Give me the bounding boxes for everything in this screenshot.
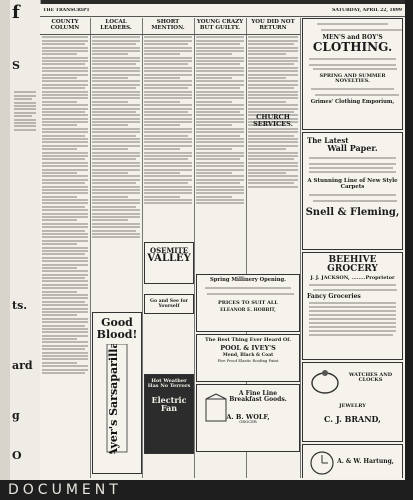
fragment-text: f bbox=[12, 2, 20, 23]
ad-heading: Grimes' Clothing Emporium, bbox=[310, 99, 395, 106]
column-heading: YOUNG CRAZY BUT GUILTY. bbox=[196, 19, 244, 31]
clothing-ad bbox=[302, 18, 403, 130]
ad-heading: Fire Proof Elastic Roofing Paint bbox=[217, 357, 279, 363]
ad-column bbox=[300, 18, 405, 478]
ad-heading: POOL & IVEY'S bbox=[220, 344, 276, 353]
body-text bbox=[40, 36, 90, 374]
ad-heading: PRICES TO SUIT ALL bbox=[218, 300, 278, 307]
body-text bbox=[142, 36, 194, 204]
body-text bbox=[194, 36, 246, 204]
ad-heading: VALLEY bbox=[147, 253, 191, 265]
ad-heading: C. J. BRAND, bbox=[324, 413, 381, 424]
body-text bbox=[246, 36, 300, 187]
ad-heading: J. J. JACKSON, ........Proprietor bbox=[310, 274, 395, 281]
ad-heading: Mend, Black & Coat bbox=[222, 353, 274, 359]
column-heading: YOU DID NOT RETURN bbox=[251, 19, 295, 31]
ad-heading: CHURCH SERVICES. bbox=[253, 114, 293, 128]
ad-heading: Go and See for Yourself bbox=[150, 299, 188, 309]
ad-heading: A Fine Line bbox=[238, 390, 278, 397]
sarsaparilla-label: Ayer's Sarsaparilla bbox=[107, 344, 120, 455]
church-services-heading bbox=[248, 114, 298, 142]
ad-heading: OSEMITE bbox=[149, 246, 189, 255]
page-header bbox=[40, 4, 405, 17]
electric-fan-ad bbox=[144, 374, 194, 454]
fragment-text: g bbox=[12, 409, 20, 422]
ad-heading: Hot Weather Has No Terrors bbox=[147, 378, 191, 390]
document-label: DOCUMENT bbox=[0, 480, 413, 500]
column-1 bbox=[40, 18, 91, 478]
clock-icon bbox=[309, 450, 335, 476]
ad-heading: Wall Paper. bbox=[327, 143, 378, 154]
fragment-text: ts. bbox=[12, 299, 28, 312]
beehive-grocery-ad bbox=[302, 252, 403, 360]
ad-heading: A. & W. Hartung, bbox=[337, 458, 394, 465]
ad-heading: WATCHES AND CLOCKS bbox=[348, 372, 393, 384]
fragment-text: S bbox=[12, 59, 20, 72]
body-text bbox=[90, 36, 142, 238]
newspaper-page bbox=[40, 4, 405, 480]
jewelry-ad bbox=[302, 362, 403, 442]
scan-edge-right bbox=[405, 0, 413, 480]
ad-heading: SPRING AND SUMMER NOVELTIES. bbox=[319, 72, 386, 85]
ad-heading: Breakfast Goods. bbox=[229, 396, 287, 404]
column-heading: COUNTY COLUMN bbox=[50, 19, 80, 31]
column-heading: LOCAL LEADERS. bbox=[100, 19, 132, 31]
issue-date: SATURDAY, APRIL 22, 1899 bbox=[332, 7, 402, 13]
roofing-paint-ad bbox=[196, 334, 300, 382]
sarsaparilla-ad bbox=[92, 312, 142, 474]
ad-heading: ELEANOR E. HOBBIT, bbox=[220, 307, 276, 313]
ad-heading: Spring Millinery Opening. bbox=[210, 277, 286, 283]
column-heading: SHORT MENTION. bbox=[151, 19, 185, 31]
fragment-text: ard bbox=[12, 359, 33, 372]
breakfast-goods-ad bbox=[196, 384, 300, 452]
ad-heading: JEWELRY bbox=[339, 402, 366, 409]
scan-edge-left bbox=[0, 0, 10, 500]
ad-heading: GROCER bbox=[239, 419, 257, 425]
clock-ad bbox=[302, 444, 403, 478]
ad-heading: Blood! bbox=[96, 327, 138, 341]
ad-heading: A Stunning Line of New Style Carpets bbox=[307, 177, 398, 190]
ad-heading: Good bbox=[101, 316, 133, 329]
see-yourself-ad bbox=[144, 294, 194, 314]
adjacent-page-strip bbox=[10, 0, 41, 480]
fragment-text-lines bbox=[12, 90, 38, 132]
bag-icon bbox=[203, 393, 229, 423]
masthead: THE TRANSCRIPT bbox=[43, 7, 90, 13]
ring-icon bbox=[307, 367, 343, 397]
wall-paper-ad bbox=[302, 132, 403, 250]
sarsaparilla-bottle-icon bbox=[95, 344, 139, 454]
ad-heading: A. B. WOLF, bbox=[226, 412, 270, 421]
ad-heading: BEEHIVE GROCERY bbox=[327, 255, 378, 275]
yosemite-ad bbox=[144, 242, 194, 284]
ad-heading: Snell & Fleming, bbox=[305, 207, 400, 219]
ad-heading: The Latest bbox=[307, 136, 349, 145]
ad-heading: CLOTHING. bbox=[312, 40, 393, 55]
ad-heading: The Best Thing Ever Heard Of. bbox=[204, 337, 292, 343]
millinery-ad bbox=[196, 274, 300, 332]
ad-heading: Fancy Groceries bbox=[307, 293, 361, 301]
ad-heading: MEN'S and BOY'S bbox=[322, 34, 383, 41]
ad-heading: Electric Fan bbox=[151, 394, 187, 413]
fragment-text: O bbox=[12, 449, 22, 462]
